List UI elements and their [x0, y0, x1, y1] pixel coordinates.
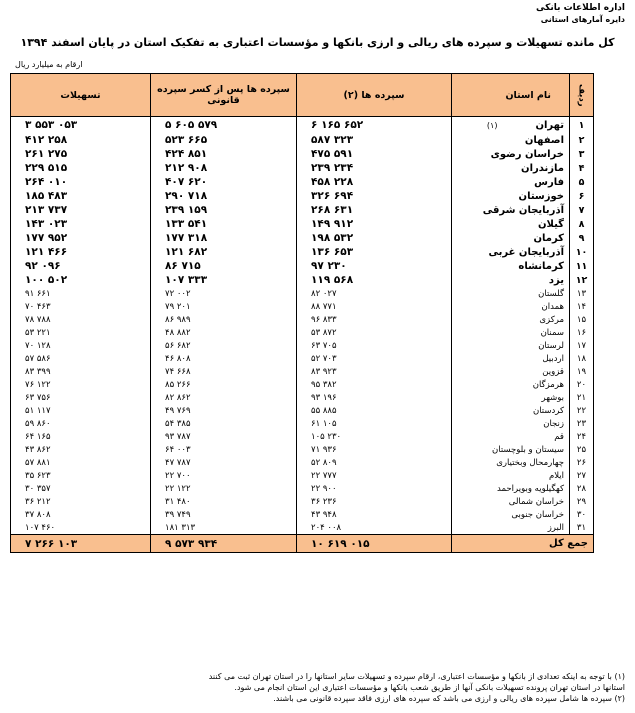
table-row [11, 404, 594, 417]
province-name: کرمان [533, 232, 564, 244]
col-header-loans: تسهیلات [11, 74, 151, 117]
cell-deposits-after: ۵۶ ۶۸۲ [151, 339, 297, 352]
cell-index: ۱ [570, 117, 594, 134]
cell-province [452, 117, 570, 134]
provincial-deposits-loans-table [10, 73, 594, 553]
cell-province [452, 339, 570, 352]
cell-province [452, 133, 570, 147]
cell-loans: ۳ ۵۵۳ ۰۵۳ [11, 117, 151, 134]
col-header-index: ردیف [570, 74, 594, 117]
cell-index: ۱۰ [570, 245, 594, 259]
cell-deposits-after: ۲۱۲ ۹۰۸ [151, 161, 297, 175]
cell-deposits-after: ۱۷۷ ۳۱۸ [151, 231, 297, 245]
table-row [11, 203, 594, 217]
total-row [11, 535, 594, 553]
cell-deposits-after: ۴۶ ۸۰۸ [151, 352, 297, 365]
cell-loans: ۴۳ ۸۶۲ [11, 443, 151, 456]
province-name: سمنان [540, 327, 564, 338]
table-body [11, 117, 594, 535]
province-name: مازندران [521, 162, 564, 174]
cell-loans: ۲۶۱ ۲۷۵ [11, 147, 151, 161]
cell-province [452, 203, 570, 217]
table-row [11, 287, 594, 300]
cell-loans: ۲۱۳ ۷۳۷ [11, 203, 151, 217]
cell-province [452, 495, 570, 508]
table-row [11, 352, 594, 365]
cell-index: ۱۴ [570, 300, 594, 313]
province-name: مرکزی [539, 314, 564, 325]
table-row [11, 231, 594, 245]
cell-loans: ۱۲۱ ۴۶۶ [11, 245, 151, 259]
cell-deposits-after: ۹۳ ۷۸۷ [151, 430, 297, 443]
cell-province [452, 326, 570, 339]
cell-loans: ۵۷ ۵۸۶ [11, 352, 151, 365]
cell-loans: ۲۲۹ ۵۱۵ [11, 161, 151, 175]
table-row [11, 417, 594, 430]
table-row [11, 508, 594, 521]
cell-loans: ۵۹ ۸۶۰ [11, 417, 151, 430]
cell-index: ۱۶ [570, 326, 594, 339]
cell-index: ۳۱ [570, 521, 594, 535]
province-name: خراسان شمالی [508, 496, 564, 507]
cell-loans: ۷۰ ۴۶۳ [11, 300, 151, 313]
org-name: اداره اطلاعات بانکی [536, 3, 625, 13]
cell-index: ۱۲ [570, 273, 594, 287]
province-name: قزوین [542, 366, 564, 377]
cell-loans: ۹۲ ۰۹۶ [11, 259, 151, 273]
cell-deposits: ۲۳۹ ۲۳۴ [297, 161, 452, 175]
cell-deposits: ۸۲ ۰۲۷ [297, 287, 452, 300]
footnote-2: استانها در استان تهران پرونده تسهیلات بانکی آنها از طریق شعب بانکها و مؤسسات اعتباری این استان انجام می شود. [234, 683, 625, 692]
cell-deposits-after: ۲۹۰ ۷۱۸ [151, 189, 297, 203]
cell-province [452, 259, 570, 273]
cell-loans: ۱۰۰ ۵۰۲ [11, 273, 151, 287]
province-name: کردستان [532, 405, 564, 416]
cell-loans: ۲۶۴ ۰۱۰ [11, 175, 151, 189]
cell-province [452, 313, 570, 326]
table-row [11, 217, 594, 231]
cell-province [452, 217, 570, 231]
table-row [11, 482, 594, 495]
province-name: کرمانشاه [518, 260, 564, 272]
cell-deposits: ۶۳ ۷۰۵ [297, 339, 452, 352]
cell-index: ۳۰ [570, 508, 594, 521]
province-name: اردبیل [542, 353, 564, 364]
cell-province [452, 521, 570, 535]
table-row [11, 161, 594, 175]
province-name: گلستان [538, 288, 564, 299]
cell-deposits-after: ۱۸۱ ۳۱۳ [151, 521, 297, 535]
cell-loans: ۳۷ ۸۰۸ [11, 508, 151, 521]
cell-index: ۶ [570, 189, 594, 203]
table-row [11, 443, 594, 456]
cell-deposits-after: ۸۶ ۷۱۵ [151, 259, 297, 273]
cell-index: ۱۵ [570, 313, 594, 326]
province-name: بوشهر [541, 392, 564, 403]
table-row [11, 175, 594, 189]
cell-province [452, 175, 570, 189]
province-name: آذربایجان شرقی [482, 204, 564, 216]
table-row [11, 147, 594, 161]
cell-deposits: ۵۳ ۸۷۲ [297, 326, 452, 339]
province-name: فارس [534, 176, 564, 188]
total-deposits-after: ۹ ۵۷۳ ۹۳۴ [151, 535, 297, 553]
cell-deposits: ۸۳ ۹۲۳ [297, 365, 452, 378]
cell-deposits-after: ۴۸ ۸۸۲ [151, 326, 297, 339]
cell-index: ۵ [570, 175, 594, 189]
cell-province [452, 430, 570, 443]
cell-deposits-after: ۱۰۷ ۳۳۳ [151, 273, 297, 287]
col-header-province: نام استان [452, 74, 570, 117]
cell-index: ۹ [570, 231, 594, 245]
total-deposits: ۱۰ ۶۱۹ ۰۱۵ [297, 535, 452, 553]
table-row [11, 391, 594, 404]
table-row [11, 456, 594, 469]
cell-deposits-after: ۸۶ ۹۸۹ [151, 313, 297, 326]
cell-province [452, 391, 570, 404]
province-name: سیستان و بلوچستان [492, 444, 564, 455]
cell-deposits: ۷۱ ۹۳۶ [297, 443, 452, 456]
cell-deposits: ۲۲ ۷۷۷ [297, 469, 452, 482]
cell-deposits-after: ۴۹ ۷۶۹ [151, 404, 297, 417]
cell-province [452, 469, 570, 482]
cell-province [452, 417, 570, 430]
cell-deposits: ۴۷۵ ۵۹۱ [297, 147, 452, 161]
cell-loans: ۳۰ ۳۵۷ [11, 482, 151, 495]
cell-deposits-after: ۸۵ ۲۶۶ [151, 378, 297, 391]
cell-index: ۸ [570, 217, 594, 231]
cell-loans: ۳۶ ۲۱۲ [11, 495, 151, 508]
table-row [11, 521, 594, 535]
cell-loans: ۷۸ ۷۸۸ [11, 313, 151, 326]
cell-deposits-after: ۵۴ ۳۸۵ [151, 417, 297, 430]
cell-index: ۲۲ [570, 404, 594, 417]
cell-index: ۲۹ [570, 495, 594, 508]
province-name: تهران [535, 119, 564, 131]
footnote-marker: (۱) [486, 120, 498, 130]
cell-index: ۲۷ [570, 469, 594, 482]
cell-loans: ۷۰ ۱۲۸ [11, 339, 151, 352]
cell-index: ۱۳ [570, 287, 594, 300]
province-name: ایلام [548, 470, 564, 481]
province-name: خراسان رضوی [490, 148, 564, 160]
cell-index: ۱۷ [570, 339, 594, 352]
cell-deposits: ۹۶ ۸۳۳ [297, 313, 452, 326]
cell-deposits: ۲۰۴ ۰۰۸ [297, 521, 452, 535]
cell-deposits-after: ۶۴ ۰۰۳ [151, 443, 297, 456]
cell-index: ۱۱ [570, 259, 594, 273]
cell-loans: ۵۱ ۱۱۷ [11, 404, 151, 417]
cell-deposits-after: ۴۲۴ ۸۵۱ [151, 147, 297, 161]
cell-deposits-after: ۱۳۳ ۵۴۱ [151, 217, 297, 231]
cell-deposits: ۹۵ ۳۸۲ [297, 378, 452, 391]
cell-deposits: ۸۸ ۷۷۱ [297, 300, 452, 313]
province-name: خراسان جنوبی [511, 509, 564, 520]
cell-deposits-after: ۱۲۱ ۶۸۲ [151, 245, 297, 259]
cell-deposits-after: ۳۱ ۴۸۰ [151, 495, 297, 508]
province-name: اصفهان [524, 134, 564, 146]
table-row [11, 469, 594, 482]
cell-deposits-after: ۷۹ ۲۰۱ [151, 300, 297, 313]
province-name: زنجان [543, 418, 564, 429]
cell-loans: ۶۴ ۱۶۵ [11, 430, 151, 443]
cell-loans: ۳۵ ۶۲۳ [11, 469, 151, 482]
province-name: یزد [548, 274, 564, 286]
cell-deposits: ۵۲ ۷۰۳ [297, 352, 452, 365]
cell-province [452, 508, 570, 521]
cell-index: ۲۴ [570, 430, 594, 443]
cell-deposits-after: ۸۲ ۸۶۲ [151, 391, 297, 404]
cell-province [452, 245, 570, 259]
cell-province [452, 189, 570, 203]
cell-deposits-after: ۴۷ ۷۸۷ [151, 456, 297, 469]
cell-deposits: ۳۲۶ ۶۹۴ [297, 189, 452, 203]
province-name: گیلان [537, 218, 564, 230]
cell-index: ۳ [570, 147, 594, 161]
cell-deposits: ۵۸۷ ۳۲۳ [297, 133, 452, 147]
cell-deposits-after: ۵۲۳ ۶۶۵ [151, 133, 297, 147]
table-row [11, 117, 594, 134]
cell-loans: ۱۰۷ ۴۶۰ [11, 521, 151, 535]
province-name: کهگیلویه وبویراحمد [497, 483, 564, 494]
cell-loans: ۹۱ ۶۶۱ [11, 287, 151, 300]
cell-deposits: ۵۵ ۸۸۵ [297, 404, 452, 417]
cell-loans: ۸۳ ۳۹۹ [11, 365, 151, 378]
cell-deposits-after: ۷۲ ۰۰۲ [151, 287, 297, 300]
cell-deposits: ۶ ۱۶۵ ۶۵۲ [297, 117, 452, 134]
table-row [11, 365, 594, 378]
province-name: آذربایجان غربی [488, 246, 564, 258]
cell-loans: ۷۶ ۱۲۲ [11, 378, 151, 391]
cell-deposits: ۲۶۸ ۶۳۱ [297, 203, 452, 217]
cell-deposits-after: ۲۳۹ ۱۵۹ [151, 203, 297, 217]
cell-province [452, 147, 570, 161]
cell-deposits-after: ۲۲ ۷۰۰ [151, 469, 297, 482]
cell-deposits: ۱۳۶ ۶۵۳ [297, 245, 452, 259]
cell-index: ۴ [570, 161, 594, 175]
cell-loans: ۴۱۲ ۲۵۸ [11, 133, 151, 147]
cell-province [452, 443, 570, 456]
cell-index: ۲۸ [570, 482, 594, 495]
cell-index: ۲۵ [570, 443, 594, 456]
table-row [11, 430, 594, 443]
cell-province [452, 300, 570, 313]
cell-loans: ۶۳ ۷۵۶ [11, 391, 151, 404]
cell-province [452, 287, 570, 300]
province-name: همدان [541, 301, 564, 312]
cell-deposits-after: ۲۲ ۱۲۲ [151, 482, 297, 495]
cell-deposits: ۳۶ ۲۳۶ [297, 495, 452, 508]
table-row [11, 339, 594, 352]
table-row [11, 378, 594, 391]
table-row [11, 189, 594, 203]
footnote-1: (۱) با توجه به اینکه تعدادی از بانکها و مؤسسات اعتباری، ارقام سپرده و تسهیلات سایر استانها را در استان تهران ثبت می کنند [208, 672, 625, 681]
table-row [11, 133, 594, 147]
table-row [11, 300, 594, 313]
province-name: البرز [547, 522, 564, 533]
table-row [11, 326, 594, 339]
cell-province [452, 352, 570, 365]
cell-deposits: ۵۲ ۸۰۹ [297, 456, 452, 469]
table-row [11, 313, 594, 326]
cell-deposits: ۱۱۹ ۵۶۸ [297, 273, 452, 287]
cell-deposits: ۶۱ ۱۰۵ [297, 417, 452, 430]
cell-deposits: ۹۳ ۱۹۶ [297, 391, 452, 404]
cell-province [452, 273, 570, 287]
cell-deposits: ۴۵۸ ۲۲۸ [297, 175, 452, 189]
col-header-deposits: سپرده ها (۲) [297, 74, 452, 117]
cell-deposits-after: ۴۰۷ ۶۲۰ [151, 175, 297, 189]
cell-deposits: ۴۳ ۹۴۸ [297, 508, 452, 521]
cell-index: ۱۸ [570, 352, 594, 365]
cell-index: ۲۳ [570, 417, 594, 430]
col-header-deposits-after: سپرده ها پس از کسر سپرده قانونی [151, 74, 297, 117]
cell-deposits: ۱۰۵ ۲۳۰ [297, 430, 452, 443]
cell-deposits: ۱۴۹ ۹۱۲ [297, 217, 452, 231]
cell-province [452, 456, 570, 469]
cell-province [452, 231, 570, 245]
cell-province [452, 365, 570, 378]
cell-index: ۲ [570, 133, 594, 147]
cell-index: ۲۰ [570, 378, 594, 391]
province-name: هرمزگان [532, 379, 564, 390]
cell-index: ۷ [570, 203, 594, 217]
total-loans: ۷ ۲۶۶ ۱۰۳ [11, 535, 151, 553]
table-row [11, 273, 594, 287]
cell-province [452, 161, 570, 175]
cell-loans: ۱۴۳ ۰۲۳ [11, 217, 151, 231]
unit-note: ارقام به میلیارد ریال [15, 60, 83, 69]
cell-province [452, 482, 570, 495]
cell-index: ۱۹ [570, 365, 594, 378]
cell-deposits: ۱۹۸ ۵۳۲ [297, 231, 452, 245]
cell-deposits-after: ۷۴ ۶۶۸ [151, 365, 297, 378]
cell-deposits-after: ۳۹ ۷۴۹ [151, 508, 297, 521]
province-name: خوزستان [518, 190, 564, 202]
cell-loans: ۱۸۵ ۴۸۳ [11, 189, 151, 203]
total-label: جمع کل [452, 535, 594, 553]
cell-deposits: ۲۲ ۹۰۰ [297, 482, 452, 495]
cell-deposits-after: ۵ ۶۰۵ ۵۷۹ [151, 117, 297, 134]
table-row [11, 259, 594, 273]
province-name: چهارمحال وبختیاری [496, 457, 564, 468]
footnote-3: (۲) سپرده ها شامل سپرده های ریالی و ارزی می باشد که سپرده های ارزی فاقد سپرده قانونی می باشند. [273, 694, 625, 703]
province-name: لرستان [538, 340, 564, 351]
cell-index: ۲۱ [570, 391, 594, 404]
cell-province [452, 378, 570, 391]
table-row [11, 245, 594, 259]
cell-deposits: ۹۷ ۲۳۰ [297, 259, 452, 273]
cell-loans: ۵۷ ۸۸۱ [11, 456, 151, 469]
page-title: کل مانده تسهیلات و سپرده های ریالی و ارزی بانکها و مؤسسات اعتباری به تفکیک استان در پایان اسفند ۱۳۹۴ [20, 36, 615, 49]
province-name: قم [554, 431, 564, 442]
cell-index: ۲۶ [570, 456, 594, 469]
table-row [11, 495, 594, 508]
cell-loans: ۱۷۷ ۹۵۲ [11, 231, 151, 245]
org-department: دایره آمارهای استانی [540, 15, 625, 24]
cell-province [452, 404, 570, 417]
cell-loans: ۵۳ ۲۲۱ [11, 326, 151, 339]
